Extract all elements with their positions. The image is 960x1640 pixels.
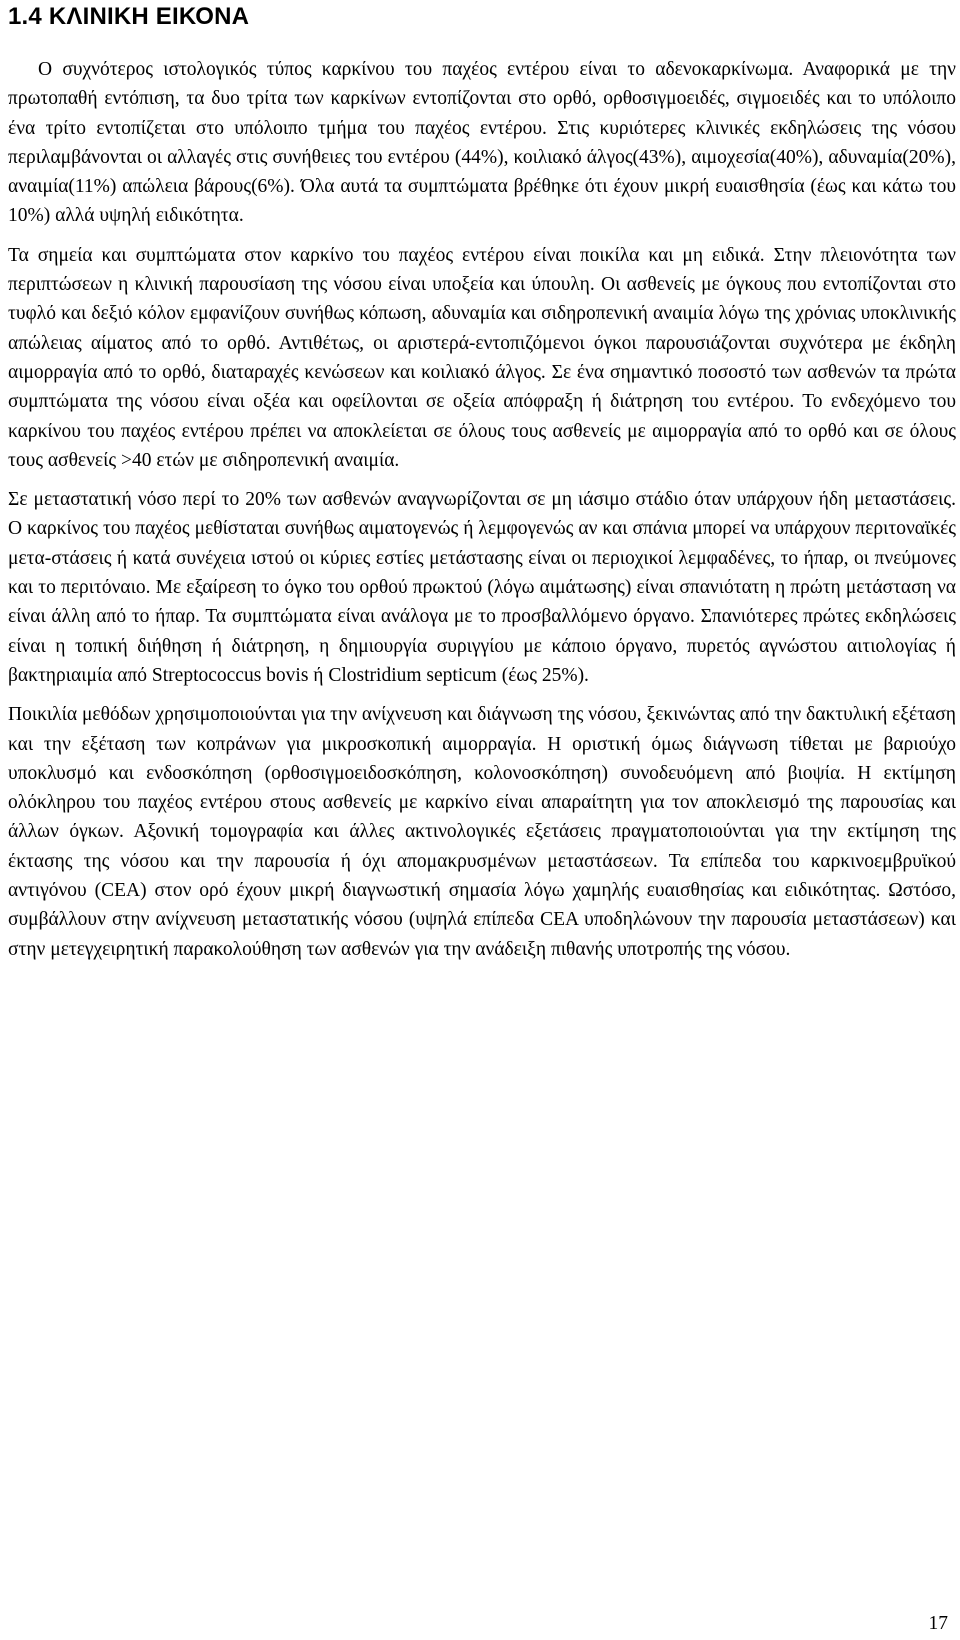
page-number: 17 [928,1613,948,1634]
section-heading: 1.4 ΚΛΙΝΙΚΗ ΕΙΚΟΝΑ [8,3,250,30]
body-text [8,55,956,974]
paragraph-4: Ποικιλία μεθόδων χρησιμοποιούνται για την ανίχνευση και διάγνωση της νόσου, ξεκινώντας από την δακτυλική εξέταση και την εξέταση των κοπράνων για μικροσκοπική αιμορραγία. Η οριστική όμως διάγνωση τίθεται με βαριούχο υποκλυσμό και ενδοσκόπηση (ορθοσιγμοειδοσκόπηση, κολονοσκόπηση) συνοδευόμενη από βιοψία. Η εκτίμηση ολόκληρου του παχέος εντέρου στους ασθενείς με καρκίνο είναι απαραίτητη για τον αποκλεισμό της παρουσίας και άλλων όγκων. Αξονική τομογραφία και άλλες ακτινολογικές εξετάσεις πραγματοποιούνται για την εκτίμηση της έκτασης της νόσου και την παρουσία ή όχι απομακρυσμένων μεταστάσεων. Τα επίπεδα του καρκινοεμβρυϊκού αντιγόνου (CEA) στον ορό έχουν μικρή διαγνωστική σημασία λόγω χαμηλής ευαισθησίας και ειδικότητας. Ωστόσο, συμβάλλουν στην ανίχνευση μεταστατικής νόσου (υψηλά επίπεδα CEA υποδηλώνουν την παρουσία μεταστάσεων) και στην μετεγχειρητική παρακολούθηση των ασθενών για την ανάδειξη πιθανής υποτροπής της νόσου. [8,704,956,960]
paragraph-2: Τα σημεία και συμπτώματα στον καρκίνο του παχέος εντέρου είναι ποικίλα και μη ειδικά. Στην πλειονότητα των περιπτώσεων η κλινική παρουσίαση της νόσου είναι υποξεία και ύπουλη. Οι ασθενείς με όγκους που εντοπίζονται στο τυφλό και δεξιό κόλον εμφανίζουν συνήθως κόπωση, αδυναμία και σιδηροπενική αναιμία λόγω της χρόνιας υποκλινικής απώλειας αίματος από το ορθό. Αντιθέτως, οι αριστερά-εντοπιζόμενοι όγκοι παρουσιάζονται συχνότερα με έκδηλη αιμορραγία από το ορθό, διαταραχές κενώσεων και κοιλιακό άλγος. Σε ένα σημαντικό ποσοστό των ασθενών τα πρώτα συμπτώματα της νόσου είναι οξέα και οφείλονται σε οξεία απόφραξη ή διάτρηση του εντέρου. Το ενδεχόμενο του καρκίνου του παχέος εντέρου πρέπει να αποκλείεται σε όλους τους ασθενείς με αιμορραγία από το ορθό και σε όλους τους ασθενείς >40 ετών με σιδηροπενική αναιμία. [8,244,956,471]
paragraph-1: Ο συχνότερος ιστολογικός τύπος καρκίνου του παχέος εντέρου είναι το αδενοκαρκίνωμα. Αναφορικά με την πρωτοπαθή εντόπιση, τα δυο τρίτα των καρκίνων εντοπίζονται στο ορθό, ορθοσιγμοειδές, σιγμοειδές και το υπόλοιπο ένα τρίτο εντοπίζεται στο υπόλοιπο τμήμα του παχέος εντέρου. Στις κυριότερες κλινικές εκδηλώσεις της νόσου περιλαμβάνονται οι αλλαγές στις συνήθειες του εντέρου (44%), κοιλιακό άλγος(43%), αιμοχεσία(40%), αδυναμία(20%), αναιμία(11%) απώλεια βάρους(6%). Όλα αυτά τα συμπτώματα βρέθηκε ότι έχουν μικρή ευαισθησία (έως και κάτω του 10%) αλλά υψηλή ειδικότητα. [8,59,956,227]
paragraph-3: Σε μεταστατική νόσο περί το 20% των ασθενών αναγνωρίζονται σε μη ιάσιμο στάδιο όταν υπάρχουν ήδη μεταστάσεις. Ο καρκίνος του παχέος μεθίσταται συνήθως αιματογενώς ή λεμφογενώς αν και σπάνια μπορεί να υπάρχουν περιτοναϊκές μετα-στάσεις ή κατά συνέχεια ιστού οι κύριες εστίες μετάστασης είναι οι περιοχικοί λεμφαδένες, το ήπαρ, οι πνεύμονες και το περιτόναιο. Με εξαίρεση το όγκο του ορθού πρωκτού (λόγω αιμάτωσης) είναι σπανιότατη η πρώτη μετάσταση να είναι άλλη από το ήπαρ. Τα συμπτώματα είναι ανάλογα με το προσβαλλόμενο όργανο. Σπανιότερες πρώτες εκδηλώσεις είναι η τοπική διήθηση ή διάτρηση, η δημιουργία συριγγίου με κάποιο όργανο, πυρετός αγνώστου αιτιολογίας ή βακτηριαιμία από Streptococcus bovis ή Clostridium septicum (έως 25%). [8,489,956,686]
